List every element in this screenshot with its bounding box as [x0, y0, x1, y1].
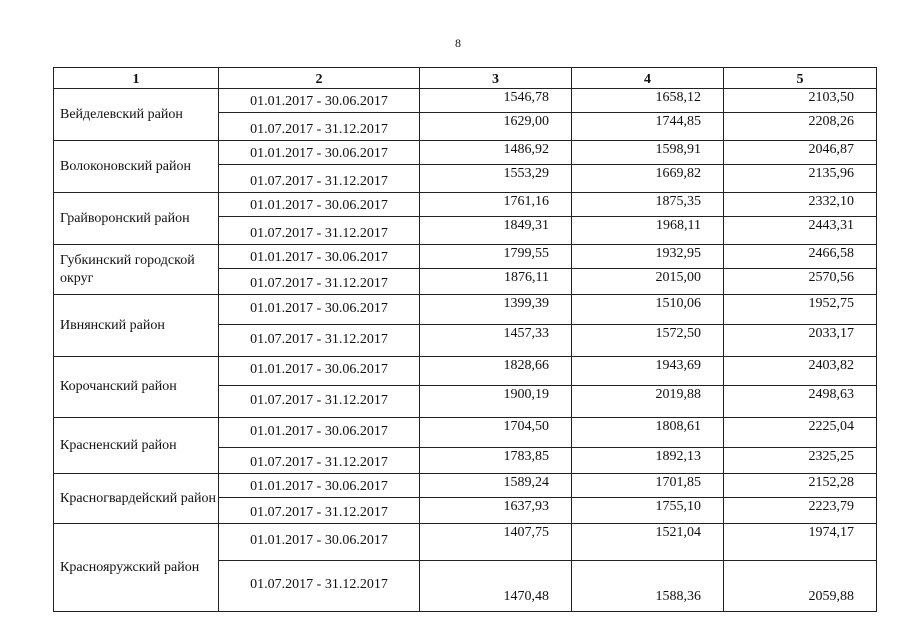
value-cell: 1755,10: [572, 498, 724, 524]
value-cell: 1808,61: [572, 418, 724, 448]
value-cell: 1521,04: [572, 524, 724, 561]
column-header-1: 1: [54, 68, 219, 89]
value-cell: 1588,36: [572, 561, 724, 612]
value-cell: 2152,28: [724, 474, 877, 498]
period-cell: 01.01.2017 - 30.06.2017: [219, 357, 420, 386]
table-row: [54, 295, 877, 325]
period-cell: 01.07.2017 - 31.12.2017: [219, 325, 420, 357]
period-cell: 01.07.2017 - 31.12.2017: [219, 448, 420, 474]
value-cell: 1546,78: [420, 89, 572, 113]
period-cell: 01.07.2017 - 31.12.2017: [219, 269, 420, 295]
district-name: Вейделевский район: [54, 89, 219, 141]
value-cell: 1943,69: [572, 357, 724, 386]
value-cell: 1669,82: [572, 165, 724, 193]
value-cell: 2059,88: [724, 561, 877, 612]
value-cell: 1875,35: [572, 193, 724, 217]
value-cell: 1974,17: [724, 524, 877, 561]
value-cell: 1761,16: [420, 193, 572, 217]
period-cell: 01.07.2017 - 31.12.2017: [219, 217, 420, 245]
value-cell: 1572,50: [572, 325, 724, 357]
value-cell: 2223,79: [724, 498, 877, 524]
value-cell: 1701,85: [572, 474, 724, 498]
value-cell: 1486,92: [420, 141, 572, 165]
district-name: Краснояружский район: [54, 524, 219, 612]
value-cell: 1799,55: [420, 245, 572, 269]
period-cell: 01.07.2017 - 31.12.2017: [219, 498, 420, 524]
period-cell: 01.01.2017 - 30.06.2017: [219, 141, 420, 165]
value-cell: 1637,93: [420, 498, 572, 524]
value-cell: 1968,11: [572, 217, 724, 245]
value-cell: 1900,19: [420, 386, 572, 418]
tariff-table: [53, 67, 877, 612]
district-name: Волоконовский район: [54, 141, 219, 193]
column-header-4: 4: [572, 68, 724, 89]
table-row: [54, 193, 877, 217]
value-cell: 1704,50: [420, 418, 572, 448]
value-cell: 1629,00: [420, 113, 572, 141]
value-cell: 2208,26: [724, 113, 877, 141]
value-cell: 2332,10: [724, 193, 877, 217]
district-name: Ивнянский район: [54, 295, 219, 357]
district-name: Грайворонский район: [54, 193, 219, 245]
district-name: Красногвардейский район: [54, 474, 219, 524]
table-row: [54, 89, 877, 113]
period-cell: 01.07.2017 - 31.12.2017: [219, 113, 420, 141]
value-cell: 2103,50: [724, 89, 877, 113]
period-cell: 01.01.2017 - 30.06.2017: [219, 193, 420, 217]
value-cell: 1589,24: [420, 474, 572, 498]
column-header-5: 5: [724, 68, 877, 89]
value-cell: 1407,75: [420, 524, 572, 561]
value-cell: 1457,33: [420, 325, 572, 357]
value-cell: 2443,31: [724, 217, 877, 245]
value-cell: 1783,85: [420, 448, 572, 474]
value-cell: 2015,00: [572, 269, 724, 295]
value-cell: 1744,85: [572, 113, 724, 141]
column-header-2: 2: [219, 68, 420, 89]
value-cell: 1470,48: [420, 561, 572, 612]
table-row: [54, 245, 877, 269]
period-cell: 01.07.2017 - 31.12.2017: [219, 165, 420, 193]
value-cell: 2498,63: [724, 386, 877, 418]
value-cell: 1932,95: [572, 245, 724, 269]
value-cell: 1892,13: [572, 448, 724, 474]
value-cell: 1399,39: [420, 295, 572, 325]
period-cell: 01.01.2017 - 30.06.2017: [219, 418, 420, 448]
value-cell: 1952,75: [724, 295, 877, 325]
value-cell: 1828,66: [420, 357, 572, 386]
value-cell: 2135,96: [724, 165, 877, 193]
value-cell: 2033,17: [724, 325, 877, 357]
value-cell: 1876,11: [420, 269, 572, 295]
value-cell: 1598,91: [572, 141, 724, 165]
period-cell: 01.01.2017 - 30.06.2017: [219, 89, 420, 113]
table-row: [54, 524, 877, 561]
table-row: [54, 418, 877, 448]
value-cell: 1553,29: [420, 165, 572, 193]
value-cell: 1849,31: [420, 217, 572, 245]
district-name: Корочанский район: [54, 357, 219, 418]
column-header-3: 3: [420, 68, 572, 89]
period-cell: 01.07.2017 - 31.12.2017: [219, 386, 420, 418]
period-cell: 01.01.2017 - 30.06.2017: [219, 474, 420, 498]
value-cell: 2466,58: [724, 245, 877, 269]
table-row: [54, 474, 877, 498]
value-cell: 2403,82: [724, 357, 877, 386]
value-cell: 2325,25: [724, 448, 877, 474]
period-cell: 01.07.2017 - 31.12.2017: [219, 561, 420, 612]
period-cell: 01.01.2017 - 30.06.2017: [219, 524, 420, 561]
district-name: Губкинский городской округ: [54, 245, 219, 295]
table-row: [54, 357, 877, 386]
value-cell: 2570,56: [724, 269, 877, 295]
value-cell: 2019,88: [572, 386, 724, 418]
period-cell: 01.01.2017 - 30.06.2017: [219, 245, 420, 269]
table-row: [54, 141, 877, 165]
header-row: [54, 68, 877, 89]
page-number: 8: [455, 36, 461, 50]
value-cell: 1510,06: [572, 295, 724, 325]
value-cell: 2046,87: [724, 141, 877, 165]
period-cell: 01.01.2017 - 30.06.2017: [219, 295, 420, 325]
district-name: Красненский район: [54, 418, 219, 474]
value-cell: 2225,04: [724, 418, 877, 448]
value-cell: 1658,12: [572, 89, 724, 113]
